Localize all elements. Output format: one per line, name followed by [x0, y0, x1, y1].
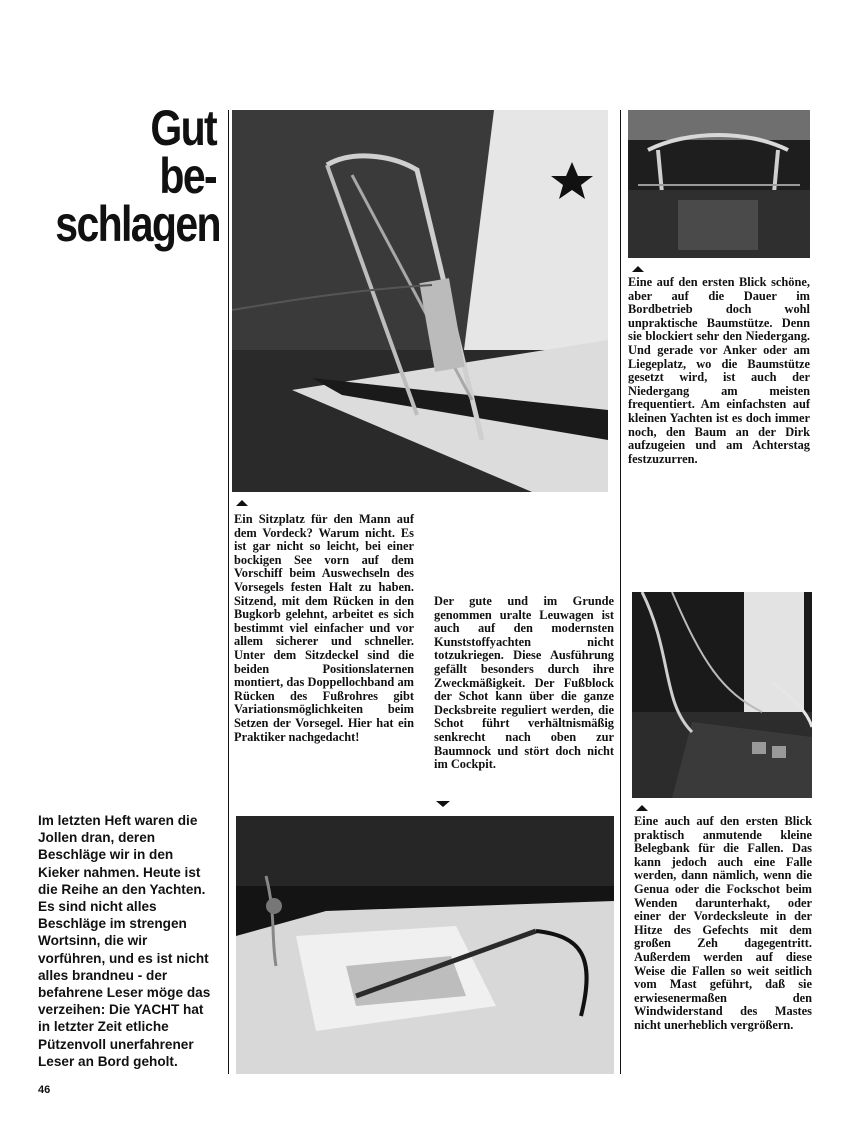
intro-text: Im letzten Heft waren die Jollen dran, deren Beschläge wir in den Kieker nahmen. Heute ist die Reihe an den Yachten. Es sind nicht alles Beschläge im strengen Wortsinn, die wir vorführen, und es ist nicht alles brandneu - der befahrene Leser möge das verzeihen: Die YACHT hat in letzter Zeit etliche Pützenvoll unerfahrener Leser an Bord geholt. — [38, 813, 211, 1069]
photo-bugkorb — [232, 110, 608, 492]
caption-arrow-down-icon — [436, 801, 450, 807]
headline-line-3: schlagen — [55, 196, 220, 252]
photo-leuwagen — [236, 816, 614, 1074]
column-rule-right — [620, 110, 621, 1074]
caption-belegbank: Eine auch auf den ersten Blick praktisch anmutende kleine Belegbank für die Fallen. Das kann jedoch auch eine Falle werden, dann nämlich, wenn die Genua oder die Fockschot beim Wenden darunterhakt, oder einer der Vordecksleute in der Hitze des Gefechts mit dem großen Zeh dagegentritt. Außerdem werden auf diese Weise die Fallen so weit seitlich vom Mast geführt, daß sie erwiesenermaßen den Windwiderstand des Mastes nicht unerheblich vergrößern. — [634, 814, 812, 1032]
page-number: 46 — [38, 1084, 51, 1096]
photo-baumstuetze — [628, 110, 810, 258]
headline-line-2: be- — [159, 148, 216, 204]
caption-arrow-up-icon — [636, 805, 648, 811]
caption-bugkorb: Ein Sitzplatz für den Mann auf dem Vordeck? Warum nicht. Es ist gar nicht so leicht, bei einer bockigen See vorn auf dem Vorschiff beim Auswechseln des Vorsegels festen Halt zu haben. Sitzend, mit dem Rücken in den Bugkorb gelehnt, arbeitet es sich bestimmt viel einfacher und vor allem sicherer und schneller. Unter dem Sitzdeckel sind die beiden Positionslaternen montiert, das Doppellochband am Rücken des Fußrohres gibt Variationsmöglichkeiten beim Setzen der Vorsegel. Hier hat ein Praktiker nachgedacht! — [234, 512, 414, 744]
headline — [55, 100, 220, 252]
headline-line-1: Gut — [150, 100, 216, 156]
caption-baumstuetze: Eine auf den ersten Blick schöne, aber auf die Dauer im Bordbetrieb doch wohl unpraktische Baumstütze. Denn sie blockiert sehr den Niedergang. Und gerade vor Anker oder am Liegeplatz, wo die Baumstütze gesetzt wird, ist auch der Niedergang am meisten frequentiert. Am einfachsten auf kleinen Yachten ist es doch immer noch, den Baum an der Dirk aufzugeien und am Achterstag festzuzurren. — [628, 275, 810, 466]
column-rule-left — [228, 110, 229, 1074]
caption-arrow-up-icon — [236, 500, 248, 506]
caption-leuwagen: Der gute und im Grunde genommen uralte Leuwagen ist auch auf den modernsten Kunststoffyachten nicht totzukriegen. Diese Ausführung gefällt besonders durch ihre Zweckmäßigkeit. Der Fußblock der Schot kann über die ganze Decksbreite reguliert werden, die Schot führt verhältnismäßig senkrecht nach oben zur Baumnock und stört doch nicht im Cockpit. — [434, 594, 614, 772]
photo-belegbank — [632, 592, 812, 798]
caption-arrow-up-icon — [632, 266, 644, 272]
